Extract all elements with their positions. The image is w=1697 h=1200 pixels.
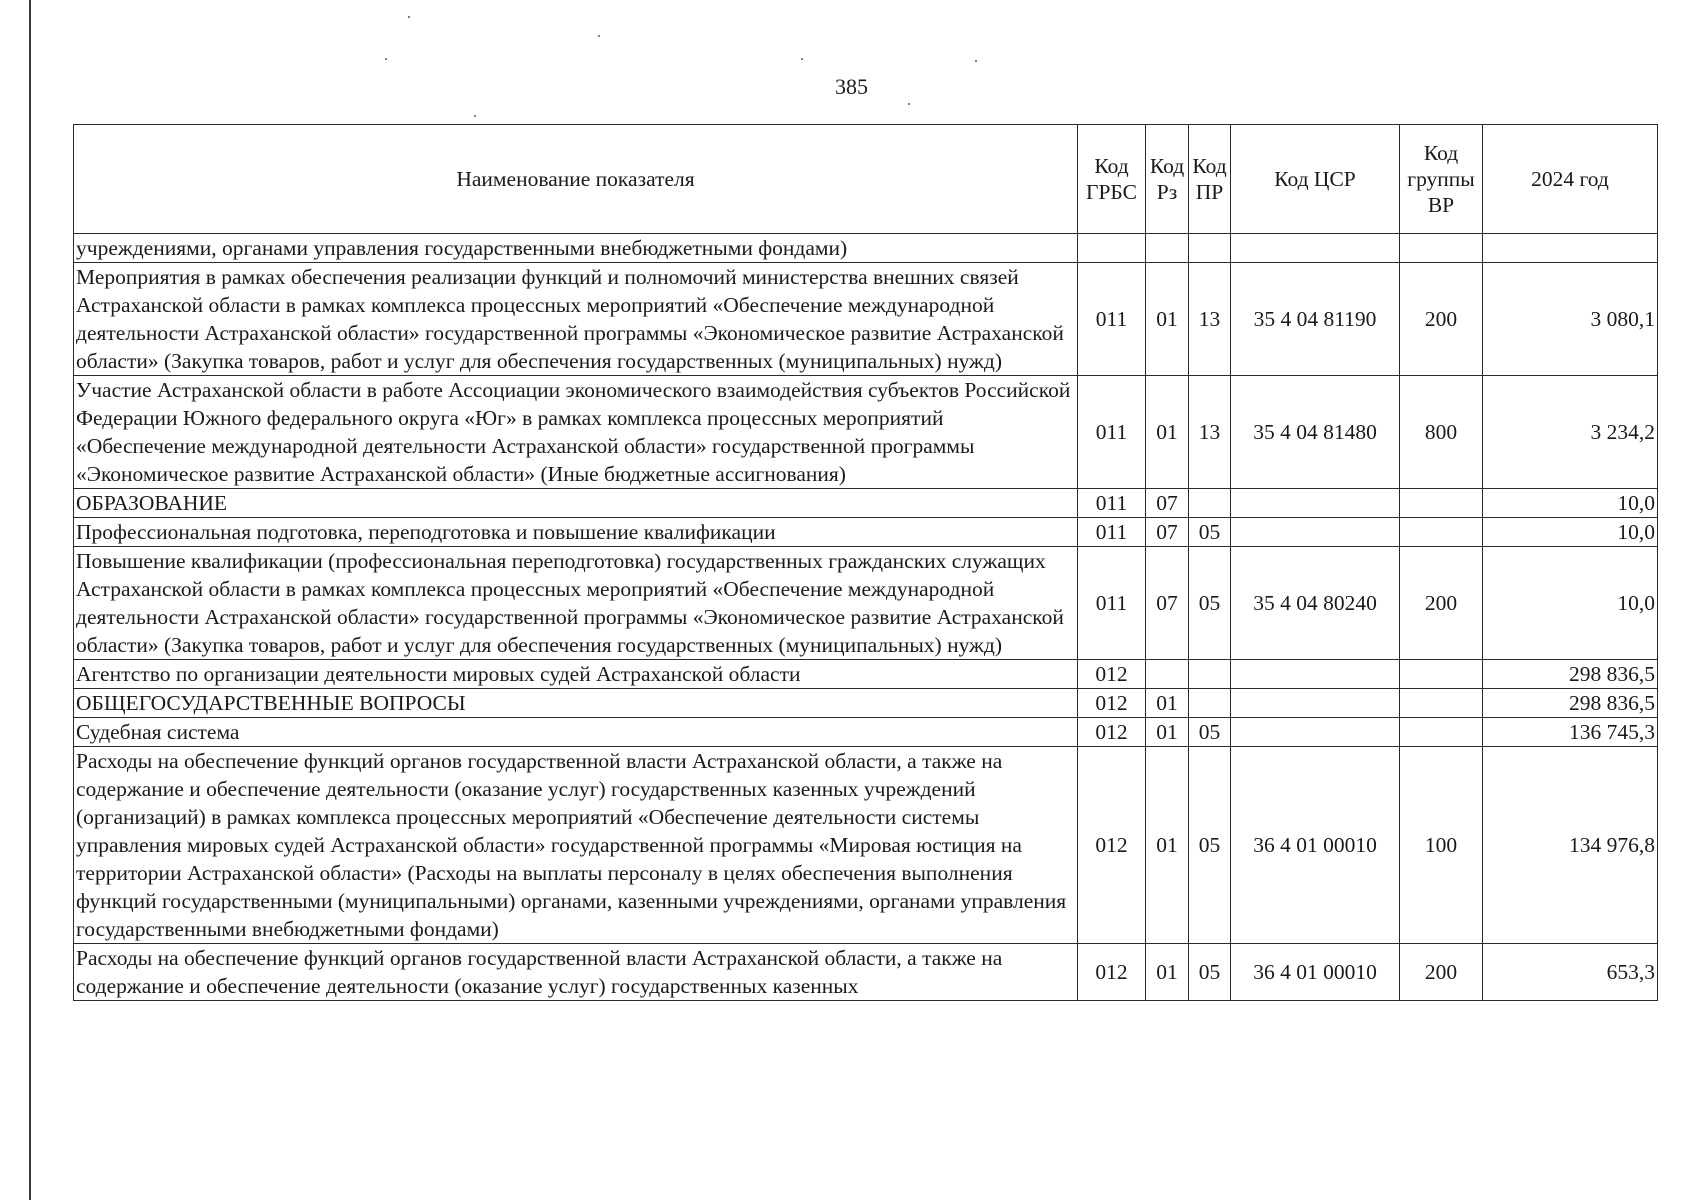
- table-row: [74, 660, 1658, 689]
- scan-speck: [598, 35, 600, 37]
- row-rz: 01: [1146, 376, 1189, 489]
- row-vr: 200: [1400, 263, 1483, 376]
- column-header-csr: Код ЦСР: [1231, 125, 1400, 234]
- row-name: ОБЩЕГОСУДАРСТВЕННЫЕ ВОПРОСЫ: [74, 689, 1078, 718]
- row-name: Профессиональная подготовка, переподготовка и повышение квалификации: [74, 518, 1078, 547]
- row-vr: [1400, 518, 1483, 547]
- row-grbs: 011: [1078, 518, 1146, 547]
- row-amount: 10,0: [1483, 518, 1658, 547]
- row-name: Расходы на обеспечение функций органов государственной власти Астраханской области, а также на содержание и обеспечение деятельности (оказание услуг) государственных казенных учреждений (организаций) в рамках комплекса процессных мероприятий «Обеспечение деятельности системы управления мировых судей Астраханской области» государственной программы «Мировая юстиция на территории Астраханской области» (Расходы на выплаты персоналу в целях обеспечения выполнения функций государственными (муниципальными) органами, казенными учреждениями, органами управления государственными внебюджетными фондами): [74, 747, 1078, 944]
- row-amount: 3 234,2: [1483, 376, 1658, 489]
- row-name: учреждениями, органами управления государственными внебюджетными фондами): [74, 234, 1078, 263]
- row-grbs: 012: [1078, 747, 1146, 944]
- row-rz: 01: [1146, 718, 1189, 747]
- row-vr: [1400, 660, 1483, 689]
- row-amount: [1483, 234, 1658, 263]
- row-pr: [1189, 689, 1231, 718]
- row-vr: [1400, 489, 1483, 518]
- row-pr: 05: [1189, 718, 1231, 747]
- column-header-rz: Код Рз: [1146, 125, 1189, 234]
- row-csr: [1231, 489, 1400, 518]
- row-csr: [1231, 689, 1400, 718]
- row-pr: 05: [1189, 747, 1231, 944]
- scan-speck: [801, 58, 803, 60]
- row-csr: [1231, 234, 1400, 263]
- row-vr: 100: [1400, 747, 1483, 944]
- row-grbs: 011: [1078, 263, 1146, 376]
- row-amount: 653,3: [1483, 944, 1658, 1001]
- row-csr: 36 4 01 00010: [1231, 944, 1400, 1001]
- row-pr: 13: [1189, 376, 1231, 489]
- row-amount: 10,0: [1483, 489, 1658, 518]
- row-pr: 05: [1189, 518, 1231, 547]
- row-rz: 07: [1146, 518, 1189, 547]
- table-row: [74, 747, 1658, 944]
- budget-table: [73, 124, 1658, 1001]
- row-csr: 35 4 04 81190: [1231, 263, 1400, 376]
- table-header-row: [74, 125, 1658, 234]
- row-csr: [1231, 518, 1400, 547]
- scan-speck: [975, 60, 977, 62]
- row-pr: 13: [1189, 263, 1231, 376]
- column-header-pr: Код ПР: [1189, 125, 1231, 234]
- row-grbs: [1078, 234, 1146, 263]
- row-vr: [1400, 718, 1483, 747]
- row-amount: 298 836,5: [1483, 660, 1658, 689]
- scan-speck: [408, 16, 410, 18]
- table-row: [74, 376, 1658, 489]
- column-header-year: 2024 год: [1483, 125, 1658, 234]
- page-number: 385: [835, 74, 868, 99]
- page-margin-line: [29, 0, 31, 1200]
- row-vr: 800: [1400, 376, 1483, 489]
- table-row: [74, 518, 1658, 547]
- row-pr: 05: [1189, 944, 1231, 1001]
- row-amount: 3 080,1: [1483, 263, 1658, 376]
- row-rz: [1146, 234, 1189, 263]
- row-amount: 136 745,3: [1483, 718, 1658, 747]
- row-vr: 200: [1400, 944, 1483, 1001]
- row-csr: 35 4 04 80240: [1231, 547, 1400, 660]
- table-row: [74, 263, 1658, 376]
- row-name: ОБРАЗОВАНИЕ: [74, 489, 1078, 518]
- row-amount: 298 836,5: [1483, 689, 1658, 718]
- row-name: Повышение квалификации (профессиональная переподготовка) государственных гражданских служащих Астраханской области в рамках комплекса процессных мероприятий «Обеспечение международной деятельности Астраханской области» государственной программы «Экономическое развитие Астраханской области» (Закупка товаров, работ и услуг для обеспечения государственных (муниципальных) нужд): [74, 547, 1078, 660]
- row-grbs: 011: [1078, 547, 1146, 660]
- row-rz: 01: [1146, 944, 1189, 1001]
- row-grbs: 011: [1078, 489, 1146, 518]
- row-csr: [1231, 660, 1400, 689]
- scan-speck: [385, 58, 387, 60]
- row-name: Судебная система: [74, 718, 1078, 747]
- row-csr: [1231, 718, 1400, 747]
- row-rz: 01: [1146, 263, 1189, 376]
- row-grbs: 012: [1078, 689, 1146, 718]
- row-grbs: 012: [1078, 660, 1146, 689]
- row-csr: 35 4 04 81480: [1231, 376, 1400, 489]
- row-rz: 07: [1146, 489, 1189, 518]
- row-vr: [1400, 234, 1483, 263]
- row-grbs: 011: [1078, 376, 1146, 489]
- table-row: [74, 547, 1658, 660]
- table-row: [74, 234, 1658, 263]
- row-amount: 134 976,8: [1483, 747, 1658, 944]
- scan-speck: [474, 115, 476, 117]
- row-pr: 05: [1189, 547, 1231, 660]
- row-rz: 01: [1146, 689, 1189, 718]
- row-vr: 200: [1400, 547, 1483, 660]
- row-name: Участие Астраханской области в работе Ассоциации экономического взаимодействия субъектов Российской Федерации Южного федерального округа «Юг» в рамках комплекса процессных мероприятий «Обеспечение международной деятельности Астраханской области» государственной программы «Экономическое развитие Астраханской области» (Иные бюджетные ассигнования): [74, 376, 1078, 489]
- row-rz: 07: [1146, 547, 1189, 660]
- scan-speck: [908, 103, 910, 105]
- table-row: [74, 944, 1658, 1001]
- row-pr: [1189, 489, 1231, 518]
- row-pr: [1189, 234, 1231, 263]
- row-amount: 10,0: [1483, 547, 1658, 660]
- row-rz: 01: [1146, 747, 1189, 944]
- column-header-vr: Код группы ВР: [1400, 125, 1483, 234]
- row-csr: 36 4 01 00010: [1231, 747, 1400, 944]
- row-rz: [1146, 660, 1189, 689]
- row-name: Мероприятия в рамках обеспечения реализации функций и полномочий министерства внешних связей Астраханской области в рамках комплекса процессных мероприятий «Обеспечение международной деятельности Астраханской области» государственной программы «Экономическое развитие Астраханской области» (Закупка товаров, работ и услуг для обеспечения государственных (муниципальных) нужд): [74, 263, 1078, 376]
- column-header-name: Наименование показателя: [74, 125, 1078, 234]
- table-row: [74, 689, 1658, 718]
- row-name: Расходы на обеспечение функций органов государственной власти Астраханской области, а также на содержание и обеспечение деятельности (оказание услуг) государственных казенных: [74, 944, 1078, 1001]
- row-pr: [1189, 660, 1231, 689]
- row-grbs: 012: [1078, 718, 1146, 747]
- table-row: [74, 489, 1658, 518]
- column-header-grbs: Код ГРБС: [1078, 125, 1146, 234]
- row-grbs: 012: [1078, 944, 1146, 1001]
- row-name: Агентство по организации деятельности мировых судей Астраханской области: [74, 660, 1078, 689]
- table-row: [74, 718, 1658, 747]
- row-vr: [1400, 689, 1483, 718]
